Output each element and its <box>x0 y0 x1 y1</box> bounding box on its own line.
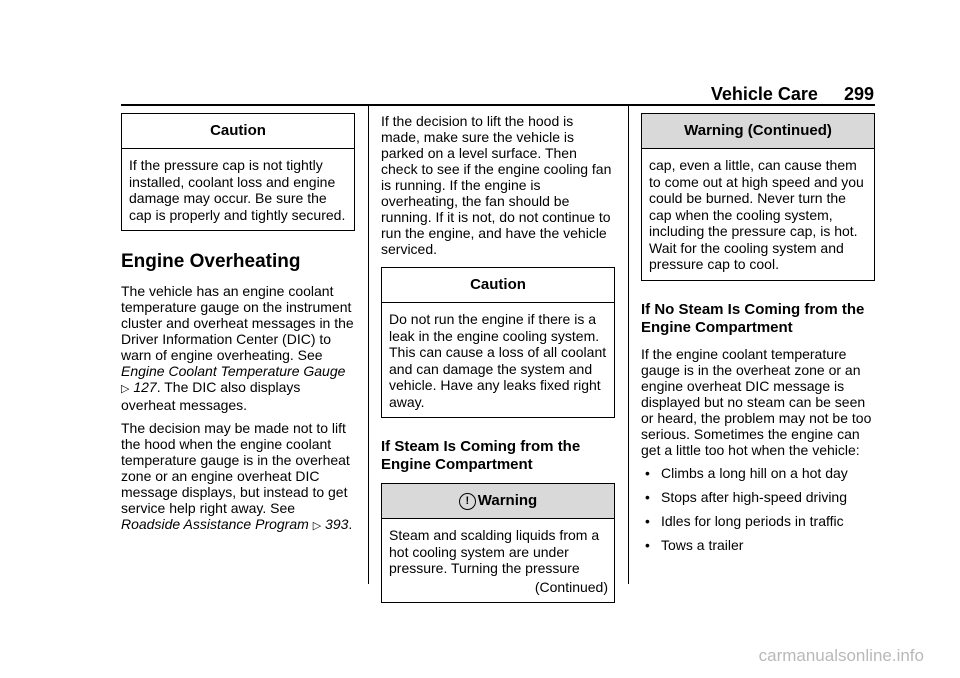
xref-page-393[interactable]: 393 <box>325 516 349 532</box>
column-divider-2 <box>628 106 629 584</box>
subsection-title-steam: If Steam Is Coming from the Engine Compartment <box>381 438 581 473</box>
warning-exclamation-icon: ! <box>459 493 476 510</box>
caution-box-coolant-leak <box>381 267 615 418</box>
column-1 <box>121 113 355 541</box>
warning-box-steam <box>381 483 615 603</box>
warning-box-continued <box>641 113 875 281</box>
paragraph-lift-hood: If the decision to lift the hood is made, make sure the vehicle is parked on a level surface. Then check to see if the engine cooling fan is running. If the engine is overheating, the fan should be running. If it is not, do not continue to run the engine, and have the vehicle serviced. <box>381 113 612 257</box>
column-divider-1 <box>368 106 369 584</box>
caution-title: Caution <box>210 122 266 139</box>
list-item: • Stops after high-speed driving <box>641 489 875 505</box>
caution-title: Caution <box>470 276 526 293</box>
continued-label: (Continued) <box>534 578 608 595</box>
list-item: • Tows a trailer <box>641 537 875 553</box>
header-section-title: Vehicle Care <box>710 84 818 104</box>
header-rule <box>121 104 875 106</box>
conditions-list <box>641 465 875 553</box>
column-3 <box>641 113 875 561</box>
caution-body: If the pressure cap is not tightly installed, coolant loss and engine damage may occur. Be sure the cap is properly and tightly secured. <box>122 148 354 230</box>
xref-roadside-assistance[interactable]: Roadside Assistance Program <box>121 516 309 532</box>
warning-body-continued: cap, even a little, can cause them to come out at high speed and you could be burned. Never turn the cap when the cooling system, including the pressure cap, is hot. Wait for the cooling system and pressure cap to cool. <box>649 157 864 272</box>
caution-box-pressure-cap <box>121 113 355 231</box>
column-2 <box>381 113 615 603</box>
xref-page-127[interactable]: 127 <box>133 379 157 395</box>
list-item: • Idles for long periods in traffic <box>641 513 875 529</box>
subsection-title-no-steam: If No Steam Is Coming from the Engine Compartment <box>641 300 865 336</box>
warning-title: ! Warning <box>382 484 614 519</box>
page-number: 299 <box>843 84 874 104</box>
warning-title-continued: Warning (Continued) <box>642 114 874 149</box>
page-reference-arrow-icon: ▷ <box>121 383 130 395</box>
paragraph-no-steam: If the engine coolant temperature gauge is in the overheat zone or an engine overheat DIC message is displayed but no steam can be seen or heard, the problem may not be too serious. Sometimes the engine can get a little too hot when the vehicle: <box>641 345 872 458</box>
paragraph-coolant-gauge: The vehicle has an engine coolant temperature gauge on the instrument cluster and overheat messages in the Driver Information Center (DIC) to warn of engine overheating. See Engine Coolant Temperature Gauge ▷ 127. The DIC also displays overheat messages. <box>121 283 354 413</box>
warning-body: Steam and scalding liquids from a hot cooling system are under pressure. Turning the pressure (Continued) <box>389 527 608 595</box>
xref-coolant-gauge[interactable]: Engine Coolant Temperature Gauge <box>121 363 346 379</box>
page-reference-arrow-icon: ▷ <box>312 520 322 532</box>
page-header <box>0 84 874 104</box>
list-item: • Climbs a long hill on a hot day <box>641 465 875 481</box>
watermark: carmanualsonline.info <box>758 646 924 665</box>
section-title-engine-overheating: Engine Overheating <box>121 251 301 272</box>
caution-body: Do not run the engine if there is a leak in the engine cooling system. This can cause a loss of all coolant and can damage the system and vehicle. Have any leaks fixed right away. <box>382 302 614 417</box>
paragraph-service-help: The decision may be made not to lift the hood when the engine coolant temperature gauge is in the overheat zone or an engine overheat DIC message displays, but instead to get service help right away. See Roadside Assistance Program ▷ 393. <box>121 420 353 532</box>
